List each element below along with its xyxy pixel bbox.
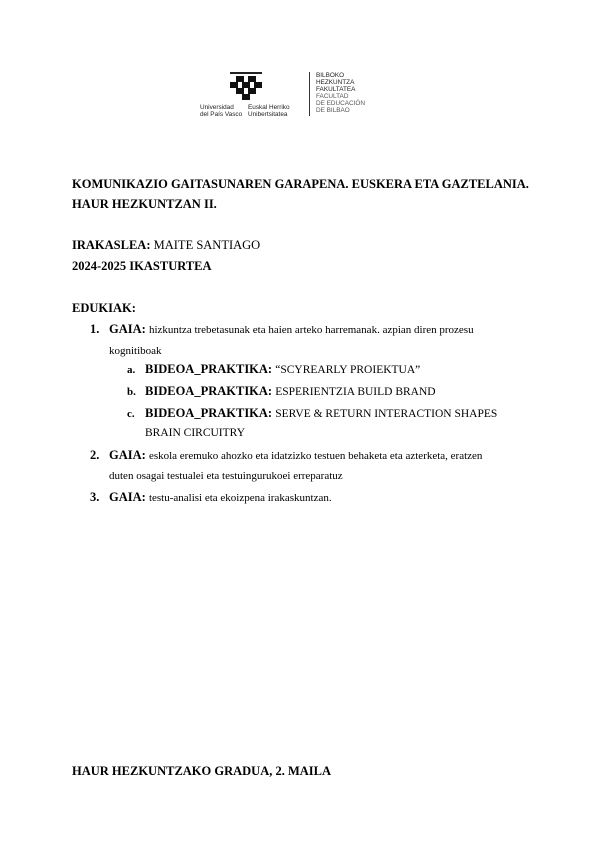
upv-name-eu: Euskal Herriko Unibertsitatea [248, 104, 290, 118]
sublist-item-text-cont: BRAIN CIRCUITRY [145, 427, 245, 439]
teacher-label: IRAKASLEA: [72, 238, 151, 252]
list-item-number: 3. [90, 490, 100, 504]
list-item-text: GAIA: eskola eremuko ahozko eta idatzizko testuen behaketa eta azterketa, eratzen [109, 448, 483, 462]
upv-ehu-emblem-icon [226, 72, 266, 102]
academic-year: 2024-2025 IKASTURTEA [72, 259, 212, 273]
logo-divider [309, 72, 310, 116]
sublist-item-text: BIDEOA_PRAKTIKA: SERVE & RETURN INTERACTION SHAPES [145, 406, 498, 420]
teacher-line [72, 238, 260, 253]
faculty-name: BILBOKO HEZKUNTZA FAKULTATEA FACULTAD DE EDUCACIÓN DE BILBAO [316, 72, 366, 114]
sublist-item-letter: a. [127, 364, 136, 376]
list-item-text: GAIA: hizkuntza trebetasunak eta haien arteko harremanak. azpian diren prozesu [109, 322, 474, 336]
upv-name-es: Universidad del País Vasco [200, 104, 243, 118]
sublist-item-letter: b. [127, 386, 136, 398]
list-item-text-cont: kognitiboak [109, 345, 162, 357]
course-title-line1: KOMUNIKAZIO GAITASUNAREN GARAPENA. EUSKERA ETA GAZTELANIA. [72, 177, 529, 191]
teacher-name: MAITE SANTIAGO [153, 238, 261, 252]
list-item-number: 1. [90, 322, 100, 336]
sublist-item-text: BIDEOA_PRAKTIKA: “SCYREARLY PROIEKTUA” [145, 362, 421, 376]
sublist-item-letter: c. [127, 408, 135, 420]
degree-footer: HAUR HEZKUNTZAKO GRADUA, 2. MAILA [72, 764, 332, 778]
list-item-text-cont: duten osagai testualei eta testuingurukoei erreparatuz [109, 470, 343, 482]
list-item-text: GAIA: testu-analisi eta ekoizpena irakaskuntzan. [109, 490, 332, 504]
list-item-number: 2. [90, 448, 100, 462]
sublist-item-text: BIDEOA_PRAKTIKA: ESPERIENTZIA BUILD BRAND [145, 384, 436, 398]
university-logo [188, 68, 408, 120]
course-title-line2: HAUR HEZKUNTZAN II. [72, 197, 217, 211]
contents-heading: EDUKIAK: [72, 301, 136, 315]
